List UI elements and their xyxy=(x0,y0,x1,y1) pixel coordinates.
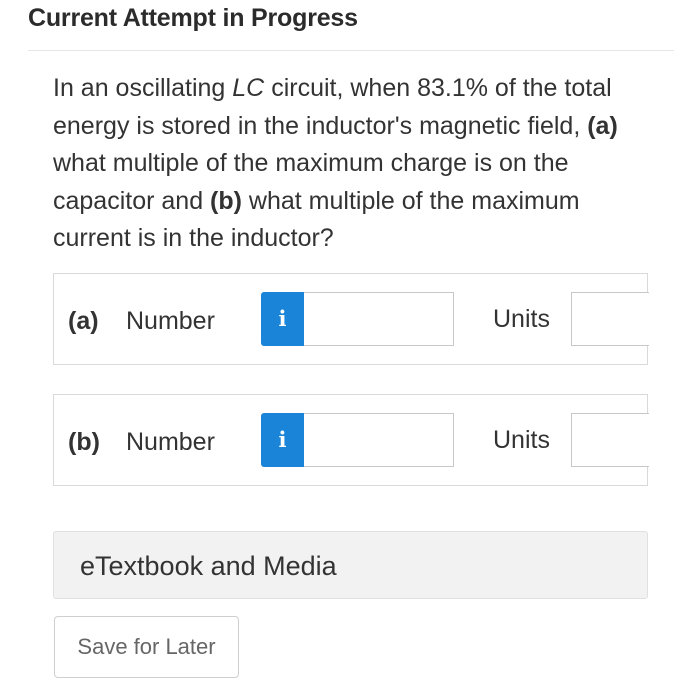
question-part-b-marker: (b) xyxy=(210,186,242,215)
question-text-part: circuit, when 83.1% of the total energy is stored in the inductor's magnetic field, xyxy=(53,74,612,140)
part-a-units-label: Units xyxy=(493,305,550,333)
part-b-label: (b) xyxy=(68,428,100,456)
etextbook-media-panel[interactable] xyxy=(53,531,648,599)
save-for-later-button[interactable]: Save for Later xyxy=(54,616,239,678)
part-b-number-label: Number xyxy=(126,428,215,456)
part-b-number-input[interactable] xyxy=(304,413,454,467)
question-text xyxy=(53,70,658,258)
part-b-units-select[interactable] xyxy=(571,413,649,467)
question-text-part: In an oscillating xyxy=(53,74,233,102)
answer-row-a xyxy=(53,273,648,365)
part-a-label: (a) xyxy=(68,307,99,335)
part-a-units-select[interactable] xyxy=(571,292,649,346)
attempt-status-title: Current Attempt in Progress xyxy=(28,4,358,32)
etextbook-media-label: eTextbook and Media xyxy=(80,551,337,581)
part-b-units-label: Units xyxy=(493,426,550,454)
part-a-number-label: Number xyxy=(126,307,215,335)
info-icon[interactable]: i xyxy=(261,413,304,467)
question-text-part: what multiple of the maximum charge is on the capacitor and xyxy=(53,149,569,215)
question-part-a-marker: (a) xyxy=(587,111,618,140)
part-a-number-input[interactable] xyxy=(304,292,454,346)
header-divider xyxy=(28,50,674,51)
answer-row-b xyxy=(53,394,648,486)
question-text-part: what multiple of the maximum current is in the inductor? xyxy=(53,186,580,252)
info-icon[interactable]: i xyxy=(261,292,304,346)
question-lc-term: LC xyxy=(232,74,265,102)
